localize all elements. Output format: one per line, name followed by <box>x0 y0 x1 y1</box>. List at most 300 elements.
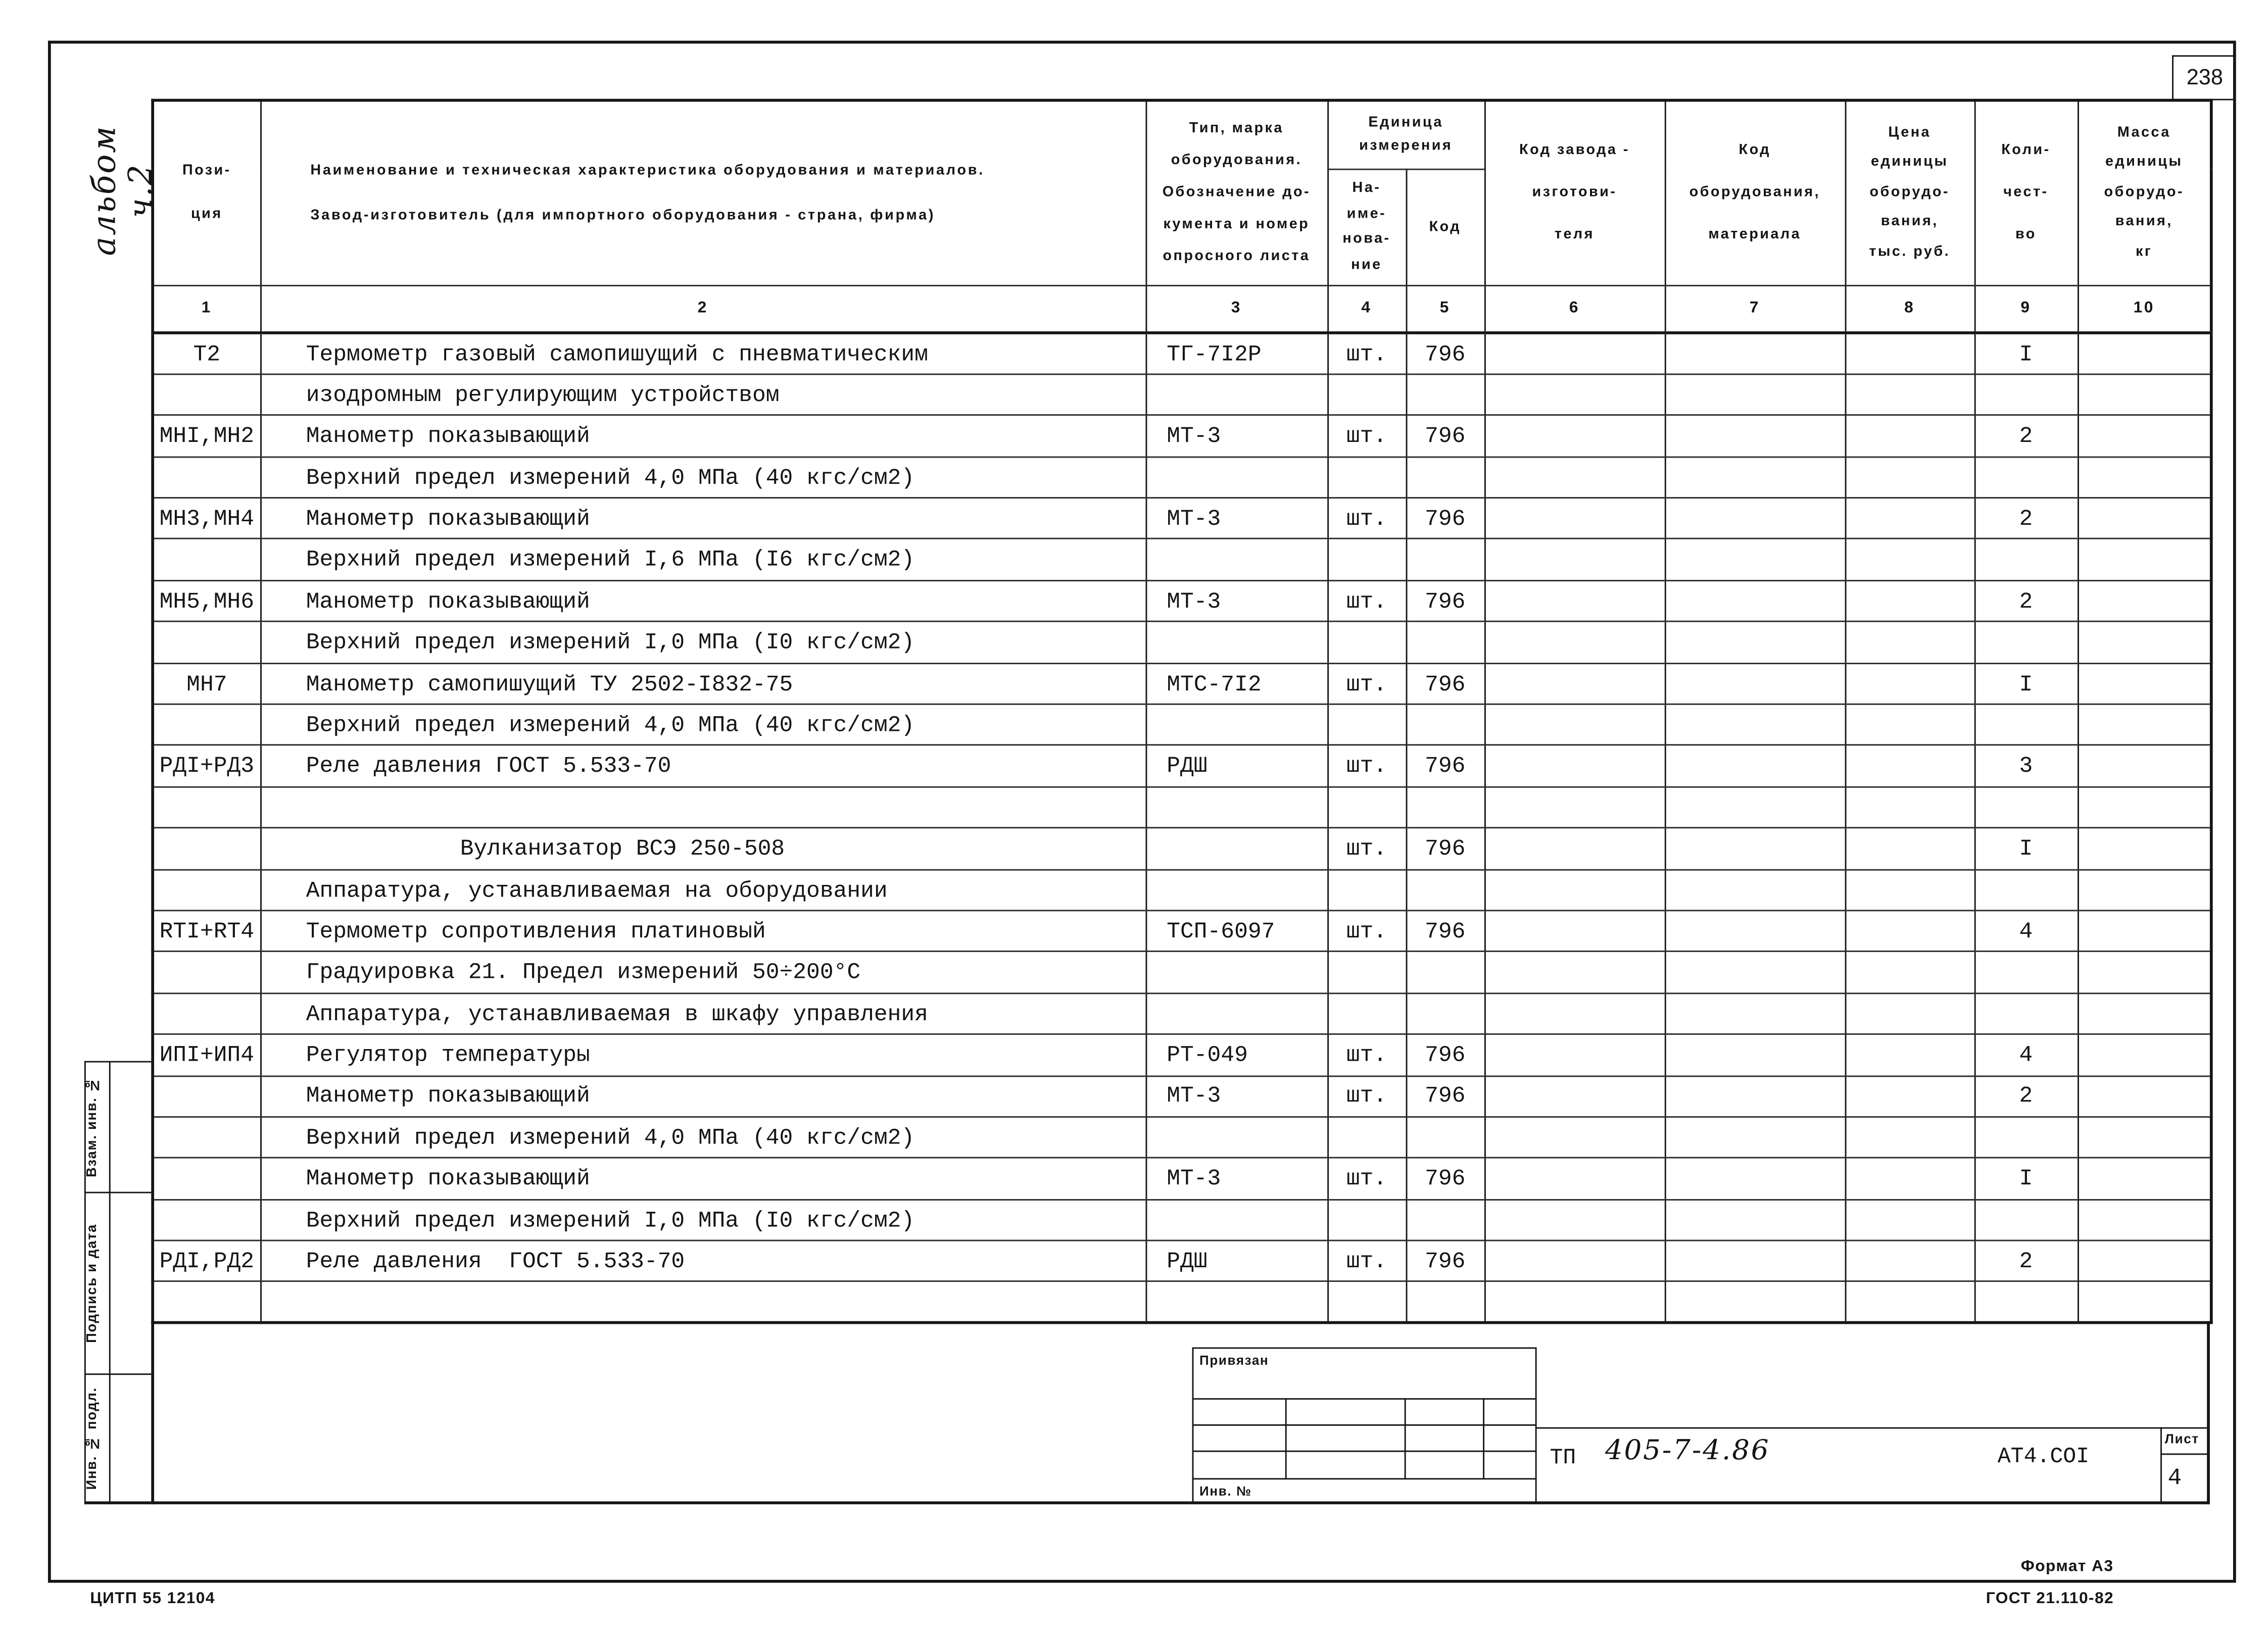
table-row <box>153 1200 2211 1241</box>
type-cell <box>1146 539 1328 580</box>
name-cell: Вулканизатор ВСЭ 250-508 <box>260 828 1145 869</box>
header-line: единицы <box>2105 154 2183 170</box>
mass-cell <box>2078 1117 2211 1158</box>
unit-code-cell <box>1406 993 1484 1034</box>
table-row <box>153 333 2211 374</box>
unit-code-cell: 796 <box>1406 828 1484 869</box>
material-code-cell <box>1665 333 1845 374</box>
divider <box>2160 1427 2162 1505</box>
name-cell: Аппаратура, устанавливаемая на оборудовании <box>260 869 1145 911</box>
standard-reference: ГОСТ 21.110-82 <box>1986 1590 2114 1608</box>
type-cell <box>1146 457 1328 498</box>
type-cell <box>1146 622 1328 663</box>
mass-cell <box>2078 1158 2211 1200</box>
header-line: ние <box>1351 256 1382 273</box>
name-cell: Реле давления ГОСТ 5.533-70 <box>260 746 1145 787</box>
unit-code-cell: 796 <box>1406 333 1484 374</box>
unit-code-cell <box>1406 869 1484 911</box>
divider <box>1285 1398 1287 1478</box>
page-number: 238 <box>2172 55 2236 100</box>
table-row <box>153 1240 2211 1282</box>
signature-date-label: Подпись и дата <box>84 1223 101 1343</box>
header-line: оборудо- <box>2104 184 2184 200</box>
price-cell <box>1845 911 1974 952</box>
position-cell: РДI,РД2 <box>153 1240 260 1282</box>
factory-code-cell <box>1484 1034 1665 1076</box>
unit-name-cell: шт. <box>1327 828 1406 869</box>
unit-code-cell: 796 <box>1406 911 1484 952</box>
header-line: нова- <box>1342 231 1391 247</box>
column-number: 10 <box>2078 285 2211 333</box>
type-cell: МТ-3 <box>1146 498 1328 539</box>
quantity-cell <box>1974 457 2078 498</box>
column-number: 7 <box>1665 285 1845 333</box>
factory-code-cell <box>1484 704 1665 746</box>
price-cell <box>1845 828 1974 869</box>
position-cell: МН7 <box>153 663 260 705</box>
quantity-cell: 2 <box>1974 580 2078 622</box>
position-cell: МН3,МН4 <box>153 498 260 539</box>
header-line: оборудо- <box>1869 184 1950 200</box>
unit-code-cell: 796 <box>1406 1158 1484 1200</box>
mass-cell <box>2078 1200 2211 1241</box>
table-row <box>153 869 2211 911</box>
specification-table <box>151 99 2212 1325</box>
factory-code-cell <box>1484 415 1665 457</box>
table-row <box>153 1158 2211 1200</box>
name-cell: Верхний предел измерений I,0 МПа (I0 кгс/см2) <box>260 622 1145 663</box>
material-code-cell <box>1665 911 1845 952</box>
divider <box>109 1061 111 1505</box>
factory-code-cell <box>1484 1240 1665 1282</box>
table-row <box>153 539 2211 580</box>
header-price <box>1845 101 1974 285</box>
position-cell: МНI,МН2 <box>153 415 260 457</box>
price-cell <box>1845 1034 1974 1076</box>
quantity-cell <box>1974 869 2078 911</box>
unit-name-cell <box>1327 1117 1406 1158</box>
material-code-cell <box>1665 498 1845 539</box>
price-cell <box>1845 1240 1974 1282</box>
material-code-cell <box>1665 704 1845 746</box>
column-number: 5 <box>1406 285 1484 333</box>
header-line: Наименование и техническая характеристика оборудования и материалов. <box>310 162 985 179</box>
factory-code-cell <box>1484 333 1665 374</box>
unit-code-cell <box>1406 1282 1484 1323</box>
mass-cell <box>2078 498 2211 539</box>
name-cell: Манометр показывающий <box>260 415 1145 457</box>
column-number: 3 <box>1146 285 1328 333</box>
price-cell <box>1845 1117 1974 1158</box>
position-cell <box>153 539 260 580</box>
header-line: изготови- <box>1532 185 1617 201</box>
name-cell: Верхний предел измерений 4,0 МПа (40 кгс/см2) <box>260 704 1145 746</box>
quantity-cell <box>1974 374 2078 416</box>
header-line: Единица <box>1368 114 1443 131</box>
factory-code-cell <box>1484 746 1665 787</box>
unit-name-cell: шт. <box>1327 1240 1406 1282</box>
table-row <box>153 1117 2211 1158</box>
type-cell <box>1146 1200 1328 1241</box>
mass-cell <box>2078 1075 2211 1117</box>
unit-name-cell <box>1327 1282 1406 1323</box>
header-line: кумента и номер <box>1163 216 1310 232</box>
quantity-cell: I <box>1974 333 2078 374</box>
position-cell <box>153 1117 260 1158</box>
mass-cell <box>2078 1034 2211 1076</box>
type-cell: МТ-3 <box>1146 1158 1328 1200</box>
factory-code-cell <box>1484 911 1665 952</box>
quantity-cell <box>1974 704 2078 746</box>
table-row <box>153 911 2211 952</box>
material-code-cell <box>1665 746 1845 787</box>
unit-code-cell <box>1406 457 1484 498</box>
table-row <box>153 498 2211 539</box>
quantity-cell <box>1974 1117 2078 1158</box>
table-row <box>153 1075 2211 1117</box>
price-cell <box>1845 333 1974 374</box>
header-name <box>260 101 1145 285</box>
header-line: кг <box>2136 243 2153 260</box>
price-cell <box>1845 993 1974 1034</box>
header-quantity <box>1974 101 2078 285</box>
position-cell <box>153 1075 260 1117</box>
unit-code-cell <box>1406 374 1484 416</box>
unit-name-cell: шт. <box>1327 1158 1406 1200</box>
name-cell: изодромным регулирующим устройством <box>260 374 1145 416</box>
price-cell <box>1845 869 1974 911</box>
header-line: име- <box>1346 206 1387 222</box>
quantity-cell <box>1974 622 2078 663</box>
type-cell: МТ-3 <box>1146 1075 1328 1117</box>
type-cell: МТ-3 <box>1146 415 1328 457</box>
table-body <box>153 333 2211 1323</box>
document-code: АТ4.СОI <box>1997 1445 2090 1470</box>
position-cell: РДI+РД3 <box>153 746 260 787</box>
header-line: Код завода - <box>1519 142 1630 159</box>
factory-code-cell <box>1484 1117 1665 1158</box>
material-code-cell <box>1665 1075 1845 1117</box>
unit-name-cell: шт. <box>1327 580 1406 622</box>
name-cell: Градуировка 21. Предел измерений 50÷200°С <box>260 952 1145 993</box>
mass-cell <box>2078 1240 2211 1282</box>
quantity-cell <box>1974 952 2078 993</box>
name-cell: Манометр самопишущий ТУ 2502-I832-75 <box>260 663 1145 705</box>
unit-code-cell: 796 <box>1406 1240 1484 1282</box>
quantity-cell <box>1974 993 2078 1034</box>
header-line: Коли- <box>2001 142 2051 159</box>
divider <box>1483 1398 1484 1478</box>
mass-cell <box>2078 580 2211 622</box>
factory-code-cell <box>1484 828 1665 869</box>
price-cell <box>1845 704 1974 746</box>
header-line: ция <box>191 206 223 222</box>
position-cell: ИПI+ИП4 <box>153 1034 260 1076</box>
factory-code-cell <box>1484 498 1665 539</box>
type-cell <box>1146 704 1328 746</box>
table-row <box>153 1034 2211 1076</box>
quantity-cell: I <box>1974 663 2078 705</box>
mass-cell <box>2078 828 2211 869</box>
unit-name-cell <box>1327 787 1406 828</box>
quantity-cell: I <box>1974 828 2078 869</box>
mass-cell <box>2078 911 2211 952</box>
header-line: материала <box>1708 227 1802 243</box>
position-cell: Т2 <box>153 333 260 374</box>
header-line: вания, <box>1880 214 1939 230</box>
mass-cell <box>2078 333 2211 374</box>
column-number: 9 <box>1974 285 2078 333</box>
position-cell <box>153 952 260 993</box>
type-cell: МТС-7I2 <box>1146 663 1328 705</box>
header-mass <box>2078 101 2211 285</box>
sheet-label: Лист <box>2164 1431 2199 1447</box>
mass-cell <box>2078 539 2211 580</box>
unit-code-cell <box>1406 1200 1484 1241</box>
quantity-cell: 3 <box>1974 746 2078 787</box>
unit-name-cell <box>1327 952 1406 993</box>
position-cell <box>153 457 260 498</box>
type-cell <box>1146 787 1328 828</box>
name-cell: Верхний предел измерений 4,0 МПа (40 кгс/см2) <box>260 457 1145 498</box>
title-prefix: ТП <box>1550 1446 1576 1471</box>
quantity-cell: 2 <box>1974 415 2078 457</box>
unit-code-cell <box>1406 539 1484 580</box>
quantity-cell <box>1974 1200 2078 1241</box>
price-cell <box>1845 787 1974 828</box>
table-row <box>153 704 2211 746</box>
table-row <box>153 952 2211 993</box>
unit-name-cell: шт. <box>1327 911 1406 952</box>
project-number: 405-7-4.86 <box>1605 1434 1770 1467</box>
unit-code-cell <box>1406 952 1484 993</box>
header-row <box>153 101 2211 169</box>
factory-code-cell <box>1484 539 1665 580</box>
unit-code-cell: 796 <box>1406 498 1484 539</box>
position-cell <box>153 622 260 663</box>
material-code-cell <box>1665 993 1845 1034</box>
replacement-inventory-label: Взам. инв. № <box>84 1076 101 1178</box>
header-line: Код <box>1429 219 1461 235</box>
unit-name-cell <box>1327 869 1406 911</box>
divider <box>1192 1398 1537 1400</box>
type-cell: МТ-3 <box>1146 580 1328 622</box>
unit-name-cell: шт. <box>1327 498 1406 539</box>
quantity-cell: 2 <box>1974 498 2078 539</box>
mass-cell <box>2078 1282 2211 1323</box>
table-row <box>153 663 2211 705</box>
unit-name-cell: шт. <box>1327 746 1406 787</box>
mass-cell <box>2078 663 2211 705</box>
divider <box>1192 1451 1537 1452</box>
material-code-cell <box>1665 869 1845 911</box>
mass-cell <box>2078 457 2211 498</box>
name-cell <box>260 787 1145 828</box>
unit-code-cell <box>1406 704 1484 746</box>
header-line: опросного листа <box>1163 248 1311 264</box>
mass-cell <box>2078 746 2211 787</box>
unit-code-cell: 796 <box>1406 580 1484 622</box>
quantity-cell: 4 <box>1974 911 2078 952</box>
material-code-cell <box>1665 1117 1845 1158</box>
type-cell <box>1146 993 1328 1034</box>
unit-name-cell <box>1327 704 1406 746</box>
header-line: Пози- <box>182 162 231 179</box>
quantity-cell: 2 <box>1974 1075 2078 1117</box>
factory-code-cell <box>1484 457 1665 498</box>
name-cell: Регулятор температуры <box>260 1034 1145 1076</box>
unit-name-cell: шт. <box>1327 333 1406 374</box>
factory-code-cell <box>1484 374 1665 416</box>
table-row <box>153 622 2211 663</box>
material-code-cell <box>1665 457 1845 498</box>
material-code-cell <box>1665 415 1845 457</box>
print-code: ЦИТП 55 12104 <box>90 1590 215 1608</box>
name-cell: Верхний предел измерений 4,0 МПа (40 кгс/см2) <box>260 1117 1145 1158</box>
mass-cell <box>2078 374 2211 416</box>
column-number-row <box>153 285 2211 333</box>
position-cell <box>153 374 260 416</box>
header-type <box>1146 101 1328 285</box>
material-code-cell <box>1665 1282 1845 1323</box>
divider <box>1537 1427 2210 1429</box>
original-inventory-label: Инв. № подл. <box>84 1387 101 1490</box>
unit-name-cell: шт. <box>1327 1034 1406 1076</box>
position-cell <box>153 1158 260 1200</box>
material-code-cell <box>1665 539 1845 580</box>
format-label: Формат А3 <box>2020 1558 2114 1576</box>
type-cell <box>1146 374 1328 416</box>
column-number: 8 <box>1845 285 1974 333</box>
type-cell <box>1146 1117 1328 1158</box>
quantity-cell <box>1974 787 2078 828</box>
header-position <box>153 101 260 285</box>
material-code-cell <box>1665 580 1845 622</box>
price-cell <box>1845 952 1974 993</box>
table-row <box>153 787 2211 828</box>
position-cell <box>153 1282 260 1323</box>
factory-code-cell <box>1484 952 1665 993</box>
factory-code-cell <box>1484 1158 1665 1200</box>
position-cell <box>153 704 260 746</box>
material-code-cell <box>1665 374 1845 416</box>
divider <box>1192 1424 1537 1426</box>
unit-name-cell <box>1327 539 1406 580</box>
unit-code-cell <box>1406 1117 1484 1158</box>
table-row <box>153 415 2211 457</box>
unit-code-cell: 796 <box>1406 415 1484 457</box>
name-cell: Термометр сопротивления платиновый <box>260 911 1145 952</box>
price-cell <box>1845 622 1974 663</box>
unit-name-cell <box>1327 374 1406 416</box>
position-cell <box>153 828 260 869</box>
position-cell: RTI+RT4 <box>153 911 260 952</box>
table-row <box>153 374 2211 416</box>
header-factory-code <box>1484 101 1665 285</box>
name-cell: Верхний предел измерений I,6 МПа (I6 кгс/см2) <box>260 539 1145 580</box>
quantity-cell: I <box>1974 1158 2078 1200</box>
column-number: 4 <box>1327 285 1406 333</box>
type-cell: ТСП-6097 <box>1146 911 1328 952</box>
factory-code-cell <box>1484 622 1665 663</box>
header-unit-name <box>1327 169 1406 285</box>
type-cell: РДШ <box>1146 746 1328 787</box>
price-cell <box>1845 457 1974 498</box>
unit-name-cell <box>1327 993 1406 1034</box>
factory-code-cell <box>1484 663 1665 705</box>
table-row <box>153 1282 2211 1323</box>
mass-cell <box>2078 415 2211 457</box>
table-row <box>153 457 2211 498</box>
header-line: оборудования. <box>1171 152 1302 169</box>
material-code-cell <box>1665 952 1845 993</box>
material-code-cell <box>1665 1158 1845 1200</box>
mass-cell <box>2078 622 2211 663</box>
quantity-cell <box>1974 1282 2078 1323</box>
price-cell <box>1845 580 1974 622</box>
inventory-number-label: Инв. № <box>1199 1483 1252 1499</box>
unit-code-cell: 796 <box>1406 663 1484 705</box>
header-line: теля <box>1554 227 1595 243</box>
header-line: вания, <box>2115 214 2173 230</box>
factory-code-cell <box>1484 993 1665 1034</box>
name-cell: Реле давления ГОСТ 5.533-70 <box>260 1240 1145 1282</box>
unit-name-cell <box>1327 1200 1406 1241</box>
material-code-cell <box>1665 622 1845 663</box>
position-cell <box>153 993 260 1034</box>
header-line: оборудования, <box>1689 185 1820 201</box>
column-number: 2 <box>260 285 1145 333</box>
position-cell: МН5,МН6 <box>153 580 260 622</box>
factory-code-cell <box>1484 869 1665 911</box>
price-cell <box>1845 539 1974 580</box>
position-cell <box>153 1200 260 1241</box>
name-cell: Термометр газовый самопишущий с пневматическим <box>260 333 1145 374</box>
price-cell <box>1845 1282 1974 1323</box>
material-code-cell <box>1665 663 1845 705</box>
header-unit-group <box>1327 101 1484 169</box>
price-cell <box>1845 1200 1974 1241</box>
header-line: измерения <box>1359 137 1453 154</box>
name-cell <box>260 1282 1145 1323</box>
header-line: Цена <box>1888 124 1931 140</box>
header-line: единицы <box>1870 154 1949 170</box>
price-cell <box>1845 746 1974 787</box>
binding-label: Привязан <box>1199 1353 1269 1368</box>
divider <box>2160 1454 2210 1455</box>
column-number: 6 <box>1484 285 1665 333</box>
unit-code-cell: 796 <box>1406 746 1484 787</box>
factory-code-cell <box>1484 787 1665 828</box>
table-row <box>153 828 2211 869</box>
position-cell <box>153 787 260 828</box>
factory-code-cell <box>1484 580 1665 622</box>
table-row <box>153 746 2211 787</box>
unit-name-cell: шт. <box>1327 1075 1406 1117</box>
name-cell: Верхний предел измерений I,0 МПа (I0 кгс/см2) <box>260 1200 1145 1241</box>
price-cell <box>1845 374 1974 416</box>
mass-cell <box>2078 787 2211 828</box>
unit-name-cell: шт. <box>1327 415 1406 457</box>
stamp-area <box>151 1321 2210 1505</box>
column-number: 1 <box>153 285 260 333</box>
material-code-cell <box>1665 1240 1845 1282</box>
price-cell <box>1845 1075 1974 1117</box>
header-line: тыс. руб. <box>1869 243 1951 260</box>
name-cell: Аппаратура, устанавливаемая в шкафу управления <box>260 993 1145 1034</box>
type-cell <box>1146 828 1328 869</box>
header-line: Обозначение до- <box>1162 184 1311 201</box>
